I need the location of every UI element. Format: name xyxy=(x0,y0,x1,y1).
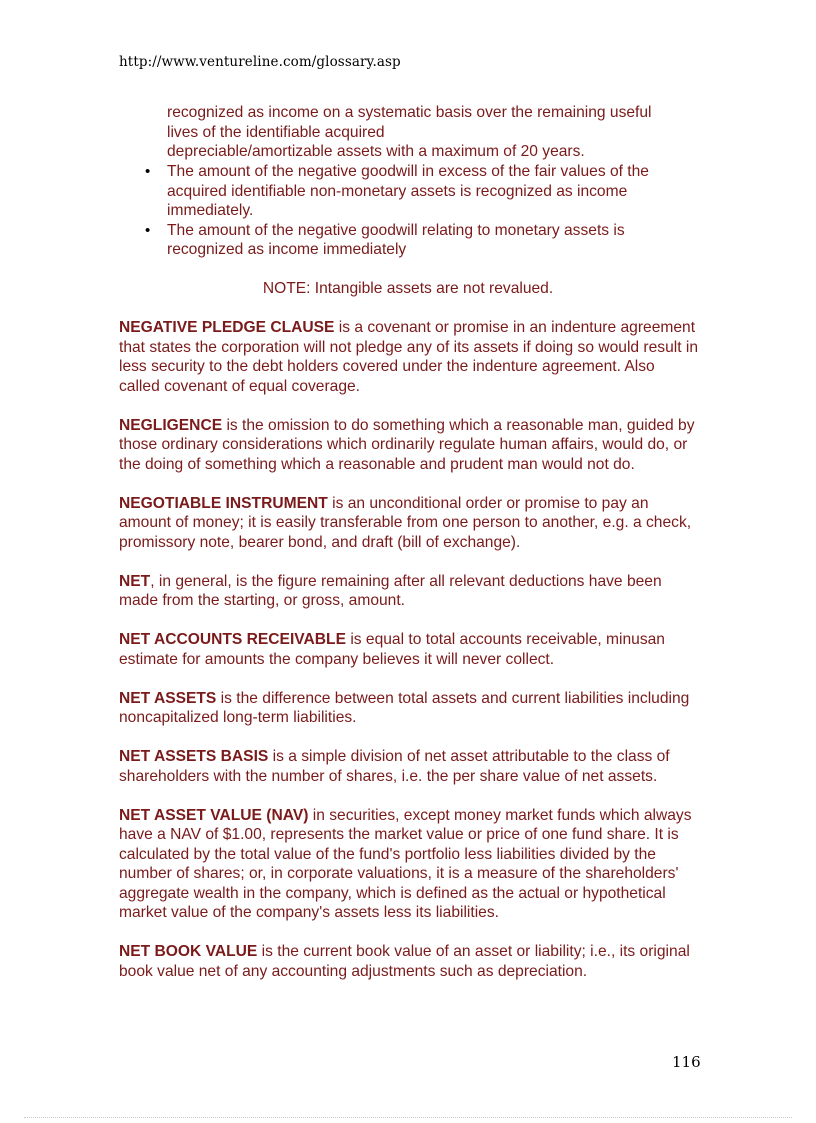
glossary-term: NET BOOK VALUE xyxy=(119,943,258,960)
glossary-definition: is a simple division of net asset attributable to the class of shareholders with the number of shares, i.e. the per share value of net assets. xyxy=(119,748,670,785)
glossary-definition: is the omission to do something which a reasonable man, guided by those ordinary considerations which ordinarily regulate human affairs, would do, or the doing of something which a reasonable and prudent man would not do. xyxy=(119,416,695,473)
continuation-paragraph xyxy=(167,103,687,162)
glossary-term: NET ASSETS BASIS xyxy=(119,748,269,765)
glossary-definition: is equal to total accounts receivable, minusan estimate for amounts the company believes it will never collect. xyxy=(119,631,665,668)
glossary-term: NET ASSET VALUE (NAV) xyxy=(119,806,309,824)
glossary-entry xyxy=(119,572,699,611)
glossary-term: NEGOTIABLE INSTRUMENT xyxy=(119,494,328,512)
glossary-entry xyxy=(119,416,699,475)
bullet-item: • The amount of the negative goodwill relating to monetary assets is recognized as income immediately xyxy=(167,221,687,260)
glossary-term: NEGLIGENCE xyxy=(119,416,223,434)
glossary-entry xyxy=(119,689,699,728)
glossary-entry xyxy=(119,630,699,669)
bullet-item: • The amount of the negative goodwill in excess of the fair values of the acquired identifiable non-monetary assets is recognized as income immediately. xyxy=(167,162,687,221)
glossary-term: NET xyxy=(119,572,151,590)
glossary-entry xyxy=(119,806,699,923)
bullet-list xyxy=(167,162,687,260)
glossary-term: NET ASSETS xyxy=(119,689,217,707)
glossary-definition: , in general, is the figure remaining after all relevant deductions have been made from the starting, or gross, amount. xyxy=(119,572,662,609)
glossary-definition: in securities, except money market funds which always have a NAV of $1.00, represents the market value or price of one fund share. It is calculated by the total value of the fund's portfolio less liabilities divided by the number of shares; or, in corporate valuations, it is a measure of the shareholders' aggregate wealth in the company, which is defined as the actual or hypothetical market value of the company's assets less its liabilities. xyxy=(119,806,692,921)
glossary-entries xyxy=(119,318,699,1001)
continuation-line: depreciable/amortizable assets with a maximum of 20 years. xyxy=(167,143,585,160)
glossary-entry xyxy=(119,318,699,396)
glossary-definition: is an unconditional order or promise to pay an amount of money; it is easily transferable from one person to another, e.g. a check, promissory note, bearer bond, and draft (bill of exchange). xyxy=(119,494,692,551)
glossary-entry xyxy=(119,942,699,981)
glossary-term: NET ACCOUNTS RECEIVABLE xyxy=(119,631,346,648)
header-url: http://www.ventureline.com/glossary.asp xyxy=(119,54,401,70)
note-text: NOTE: Intangible assets are not revalued. xyxy=(262,280,554,297)
continuation-line: lives of the identifiable acquired xyxy=(167,123,385,141)
page-bottom-divider xyxy=(24,1117,792,1118)
glossary-definition: is the current book value of an asset or liability; i.e., its original book value net of any accounting adjustments such as depreciation. xyxy=(119,943,690,980)
glossary-entry xyxy=(119,747,699,786)
page-number: 116 xyxy=(672,1053,701,1071)
glossary-entry xyxy=(119,494,699,553)
continuation-line: recognized as income on a systematic basis over the remaining useful xyxy=(167,104,652,121)
glossary-definition: is a covenant or promise in an indenture agreement that states the corporation will not pledge any of its assets if doing so would result in less security to the debt holders covered under the indenture agreement. Also called covenant of equal coverage. xyxy=(119,319,699,395)
glossary-term: NEGATIVE PLEDGE CLAUSE xyxy=(119,319,335,336)
glossary-definition: is the difference between total assets and current liabilities including noncapitalized long-term liabilities. xyxy=(119,689,690,726)
